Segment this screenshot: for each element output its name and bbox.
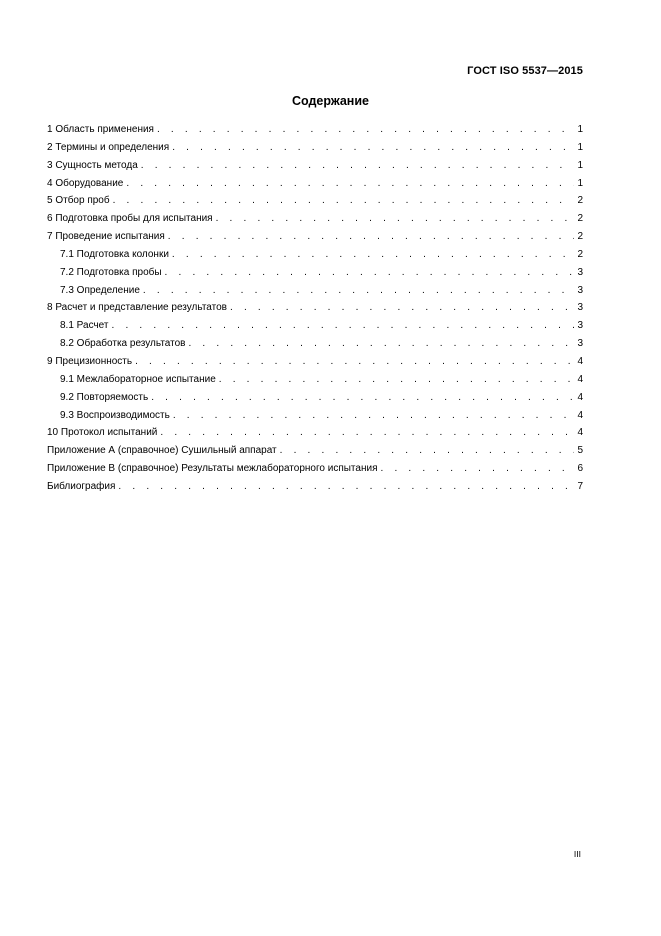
toc-entry-page: 6 [577, 463, 583, 475]
toc-entry-page: 2 [577, 231, 583, 243]
toc-entry-label: 5 Отбор проб [47, 195, 110, 207]
toc-entry[interactable] [47, 460, 583, 478]
toc-entry-page: 7 [577, 480, 583, 492]
page-title: Содержание [291, 94, 369, 108]
document-code: ГОСТ ISO 5537—2015 [467, 65, 583, 77]
toc-entry-page: 3 [577, 338, 583, 350]
toc-entry[interactable] [47, 175, 583, 193]
toc-entry[interactable] [47, 139, 583, 157]
toc-entry[interactable] [47, 407, 583, 425]
toc-entry[interactable] [47, 389, 583, 407]
toc-entry-label: Приложение В (справочное) Результаты межлабораторного испытания [47, 463, 378, 475]
toc-dot-leader [135, 353, 574, 371]
toc-dot-leader [160, 424, 574, 442]
toc-dot-leader [113, 192, 575, 210]
toc-entry-label: 10 Протокол испытаний [47, 427, 158, 439]
toc-entry[interactable] [47, 299, 583, 317]
toc-dot-leader [230, 299, 574, 317]
toc-entry-page: 4 [577, 355, 583, 367]
toc-dot-leader [280, 442, 575, 460]
toc-entry-label: 1 Область применения [47, 124, 154, 135]
toc-dot-leader [157, 121, 574, 139]
toc-entry-page: 1 [577, 124, 583, 135]
toc-entry-page: 4 [577, 427, 583, 439]
toc-entry-label: 8.1 Расчет [60, 320, 109, 332]
toc-entry-label: 7.3 Определение [60, 284, 140, 296]
toc-entry-label: 9 Прецизионность [47, 355, 133, 367]
toc-entry-label: Приложение А (справочное) Сушильный аппарат [47, 445, 277, 457]
toc-dot-leader [168, 228, 575, 246]
toc-entry-page: 3 [577, 302, 583, 314]
toc-dot-leader [118, 478, 574, 496]
toc-entry[interactable] [47, 246, 583, 264]
toc-entry[interactable] [47, 228, 583, 246]
toc-entry-page: 4 [577, 391, 583, 403]
toc-entry-label: 8.2 Обработка результатов [60, 338, 186, 350]
toc-entry-page: 3 [577, 284, 583, 296]
toc-entry-label: 9.1 Межлабораторное испытание [60, 373, 216, 385]
toc-entry-label: 7 Проведение испытания [47, 231, 165, 243]
toc-entry-label: 9.2 Повторяемость [60, 391, 149, 403]
toc-dot-leader [165, 264, 575, 282]
toc-entry-page: 1 [577, 159, 583, 171]
toc-entry-page: 3 [577, 320, 583, 332]
toc-entry-label: 8 Расчет и представление результатов [47, 302, 227, 314]
toc-entry-label: 2 Термины и определения [47, 141, 170, 153]
toc-entry-label: Библиография [47, 480, 116, 492]
toc-dot-leader [219, 371, 575, 389]
toc-entry-label: 3 Сущность метода [47, 159, 138, 171]
table-of-contents [47, 121, 583, 496]
toc-dot-leader [141, 157, 575, 175]
toc-entry[interactable] [47, 371, 583, 389]
toc-dot-leader [112, 317, 575, 335]
toc-entry-page: 3 [577, 266, 583, 278]
toc-entry-page: 2 [577, 248, 583, 260]
toc-dot-leader [380, 460, 574, 478]
toc-dot-leader [151, 389, 574, 407]
toc-dot-leader [126, 175, 574, 193]
toc-entry-label: 6 Подготовка пробы для испытания [47, 213, 213, 225]
toc-entry[interactable] [47, 478, 583, 496]
toc-dot-leader [143, 282, 575, 300]
toc-entry-page: 4 [577, 373, 583, 385]
toc-entry-page: 2 [577, 195, 583, 207]
toc-entry-page: 4 [577, 409, 583, 421]
toc-entry[interactable] [47, 210, 583, 228]
toc-dot-leader [188, 335, 574, 353]
toc-dot-leader [172, 139, 574, 157]
toc-entry[interactable] [47, 335, 583, 353]
toc-dot-leader [172, 246, 575, 264]
toc-entry[interactable] [47, 424, 583, 442]
toc-entry-page: 5 [577, 445, 583, 457]
toc-entry[interactable] [47, 157, 583, 175]
toc-entry-label: 7.1 Подготовка колонки [60, 248, 169, 260]
toc-dot-leader [216, 210, 575, 228]
toc-entry[interactable] [47, 442, 583, 460]
page-number: III [573, 849, 581, 859]
toc-entry[interactable] [47, 282, 583, 300]
toc-entry[interactable] [47, 353, 583, 371]
toc-entry[interactable] [47, 192, 583, 210]
toc-entry[interactable] [47, 317, 583, 335]
toc-dot-leader [173, 407, 575, 425]
toc-entry-label: 4 Оборудование [47, 177, 124, 189]
toc-entry-page: 1 [577, 177, 583, 189]
toc-entry[interactable] [47, 121, 583, 139]
toc-entry-page: 1 [577, 141, 583, 153]
toc-entry-label: 7.2 Подготовка пробы [60, 266, 162, 278]
toc-entry[interactable] [47, 264, 583, 282]
toc-entry-label: 9.3 Воспроизводимость [60, 409, 170, 421]
toc-entry-page: 2 [577, 213, 583, 225]
